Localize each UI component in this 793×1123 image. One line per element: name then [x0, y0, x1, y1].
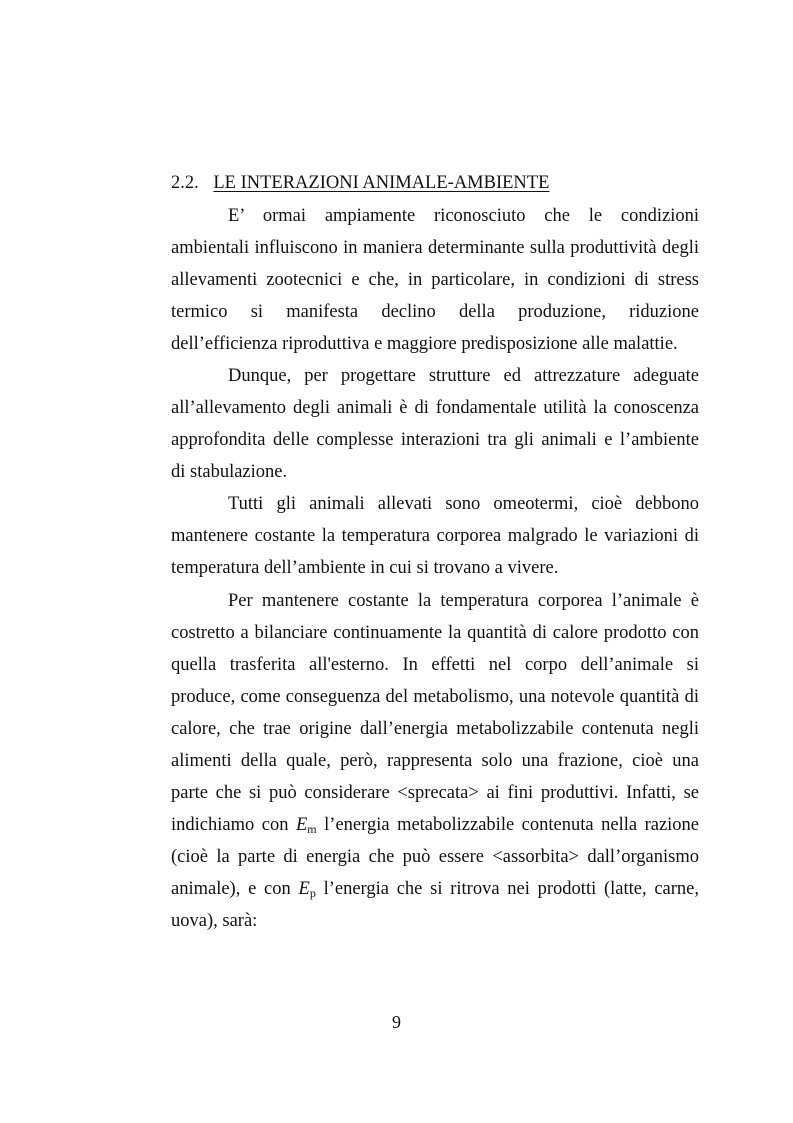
text-line: costretto a bilanciare continuamente la quantità di calore prodotto con [171, 623, 699, 643]
text-line: uova), sarà: [171, 911, 258, 931]
section-title: LE INTERAZIONI ANIMALE-AMBIENTE [213, 173, 550, 193]
text-line: quella trasferita all'esterno. In effetti nel corpo dell’animale si [171, 655, 699, 675]
page-number: 9 [392, 1012, 401, 1032]
symbol-em: $E_m$ [295, 815, 317, 836]
text-line: approfondita delle complesse interazioni tra gli animali e l’ambiente [171, 430, 699, 450]
text-fragment: l’energia che si ritrova nei prodotti (latte, carne, [323, 879, 700, 899]
text-line: allevamenti zootecnici e che, in particolare, in condizioni di stress [171, 270, 699, 290]
text-line: Dunque, per progettare strutture ed attrezzature adeguate [228, 366, 699, 386]
text-line-ep [171, 873, 699, 905]
symbol-ep: $E_p$ [298, 879, 316, 900]
text-line: E’ ormai ampiamente riconosciuto che le condizioni [228, 206, 699, 226]
text-line: mantenere costante la temperatura corporea malgrado le variazioni di [171, 526, 699, 546]
text-line: Tutti gli animali allevati sono omeotermi, cioè debbono [228, 494, 699, 514]
text-line: alimenti della quale, però, rappresenta solo una frazione, cioè una [171, 751, 699, 771]
text-line: temperatura dell’ambiente in cui si trovano a vivere. [171, 558, 559, 578]
section-number: 2.2. [171, 173, 199, 193]
text-line: produce, come conseguenza del metabolismo, una notevole quantità di [171, 687, 699, 707]
text-line: parte che si può considerare <sprecata> ai fini produttivi. Infatti, se [171, 783, 699, 803]
section-heading [171, 170, 549, 196]
text-line: (cioè la parte di energia che può essere <assorbita> dall’organismo [171, 847, 699, 867]
text-fragment: l’energia metabolizzabile contenuta nella razione [324, 815, 700, 835]
text-line: all’allevamento degli animali è di fondamentale utilità la conoscenza [171, 398, 699, 418]
text-fragment: animale), e con [171, 879, 291, 899]
text-line-em [171, 809, 699, 841]
text-line: calore, che trae origine dall’energia metabolizzabile contenuta negli [171, 719, 699, 739]
text-line: ambientali influiscono in maniera determinante sulla produttività degli [171, 238, 699, 258]
text-line: dell’efficienza riproduttiva e maggiore predisposizione alle malattie. [171, 334, 678, 354]
text-fragment: indichiamo con [171, 815, 289, 835]
text-line: termico si manifesta declino della produzione, riduzione [171, 302, 699, 322]
text-line: Per mantenere costante la temperatura corporea l’animale è [228, 591, 699, 611]
text-line: di stabulazione. [171, 462, 288, 482]
